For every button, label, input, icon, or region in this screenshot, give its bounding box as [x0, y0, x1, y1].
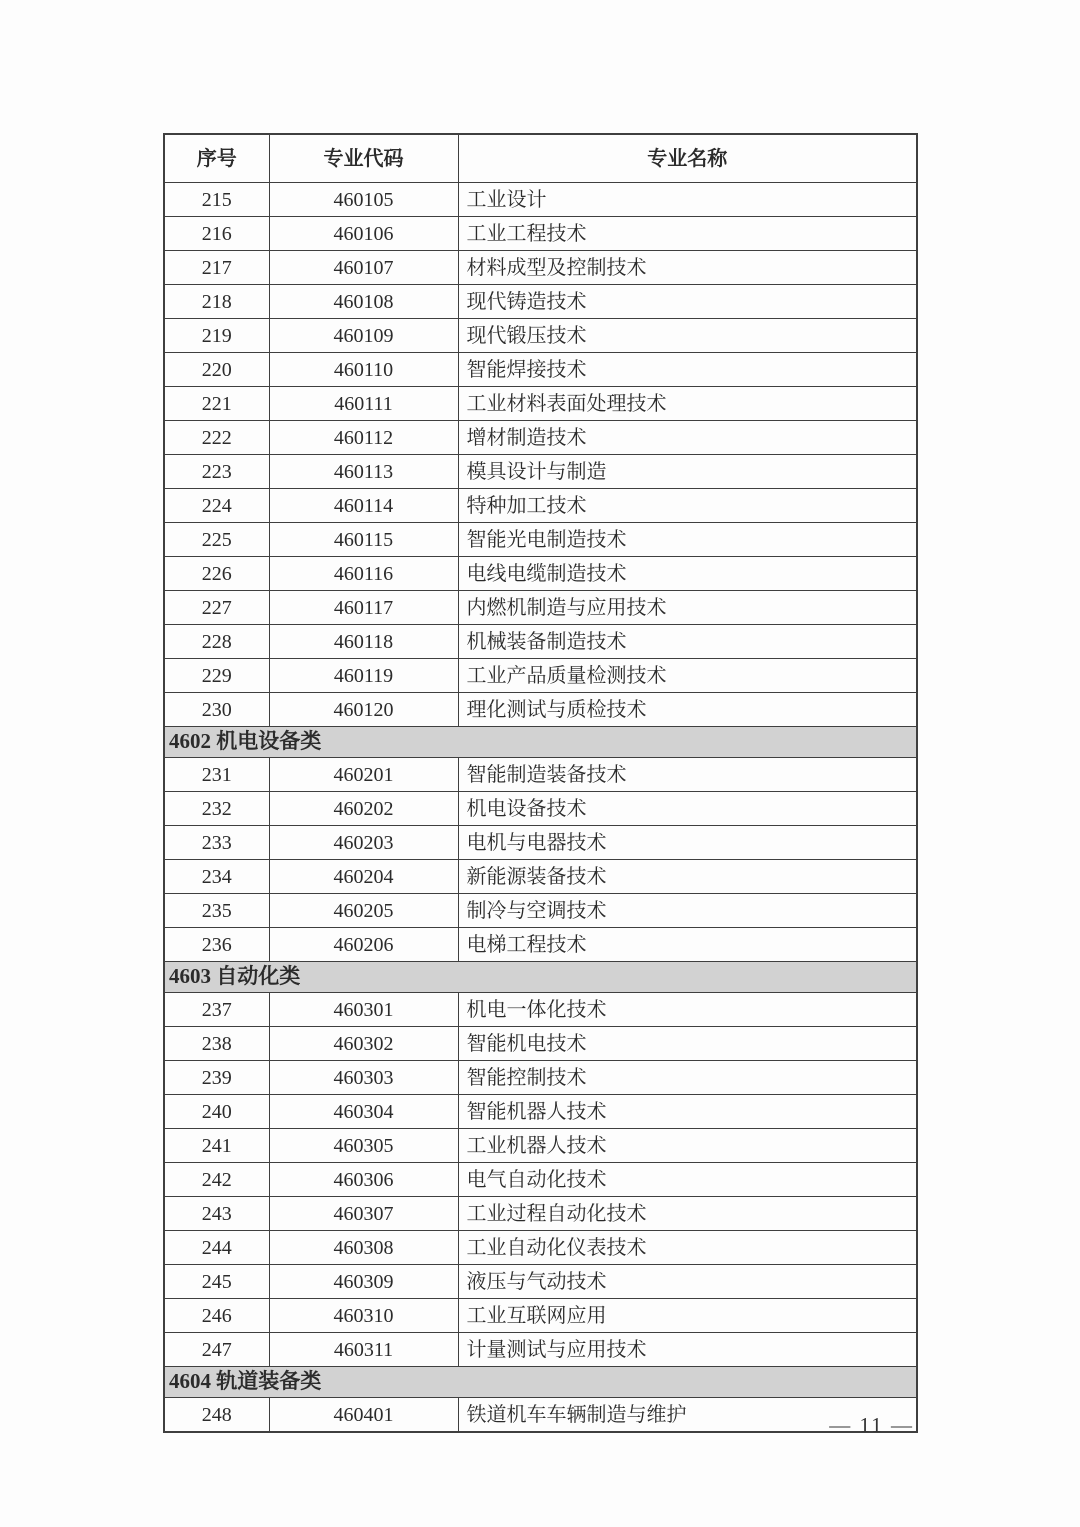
major-code-cell: 460202 — [269, 792, 458, 826]
serial-cell: 230 — [164, 693, 269, 727]
table-row — [164, 1265, 917, 1299]
table-header-row — [164, 134, 917, 183]
table-row — [164, 993, 917, 1027]
major-name-cell: 智能焊接技术 — [458, 353, 917, 387]
major-name-cell: 特种加工技术 — [458, 489, 917, 523]
serial-cell: 221 — [164, 387, 269, 421]
table-row — [164, 1197, 917, 1231]
table-row — [164, 1231, 917, 1265]
table-row — [164, 251, 917, 285]
serial-cell: 238 — [164, 1027, 269, 1061]
major-code-cell: 460117 — [269, 591, 458, 625]
major-code-cell: 460105 — [269, 183, 458, 217]
major-code-cell: 460113 — [269, 455, 458, 489]
major-name-cell: 模具设计与制造 — [458, 455, 917, 489]
serial-cell: 246 — [164, 1299, 269, 1333]
serial-cell: 223 — [164, 455, 269, 489]
major-code-cell: 460302 — [269, 1027, 458, 1061]
serial-cell: 234 — [164, 860, 269, 894]
section-label: 4603 自动化类 — [164, 962, 917, 993]
major-code-cell: 460108 — [269, 285, 458, 319]
major-name-cell: 智能机电技术 — [458, 1027, 917, 1061]
table-row — [164, 455, 917, 489]
section-label: 4602 机电设备类 — [164, 727, 917, 758]
serial-cell: 237 — [164, 993, 269, 1027]
table-row — [164, 489, 917, 523]
serial-cell: 226 — [164, 557, 269, 591]
major-name-cell: 智能光电制造技术 — [458, 523, 917, 557]
major-name-cell: 电气自动化技术 — [458, 1163, 917, 1197]
serial-cell: 239 — [164, 1061, 269, 1095]
major-code-cell: 460114 — [269, 489, 458, 523]
serial-cell: 218 — [164, 285, 269, 319]
serial-cell: 217 — [164, 251, 269, 285]
serial-cell: 215 — [164, 183, 269, 217]
major-name-cell: 智能控制技术 — [458, 1061, 917, 1095]
serial-cell: 248 — [164, 1398, 269, 1433]
serial-cell: 229 — [164, 659, 269, 693]
major-name-cell: 电梯工程技术 — [458, 928, 917, 962]
table-row — [164, 285, 917, 319]
major-name-cell: 内燃机制造与应用技术 — [458, 591, 917, 625]
section-header-row — [164, 1367, 917, 1398]
section-header-row — [164, 962, 917, 993]
serial-cell: 228 — [164, 625, 269, 659]
major-name-cell: 理化测试与质检技术 — [458, 693, 917, 727]
major-name-cell: 智能制造装备技术 — [458, 758, 917, 792]
serial-cell: 242 — [164, 1163, 269, 1197]
page-number: — 11 — — [829, 1413, 914, 1437]
table-row — [164, 1095, 917, 1129]
major-code-cell: 460307 — [269, 1197, 458, 1231]
table-row — [164, 1027, 917, 1061]
serial-cell: 216 — [164, 217, 269, 251]
table-row — [164, 523, 917, 557]
serial-cell: 243 — [164, 1197, 269, 1231]
table-row — [164, 421, 917, 455]
major-name-cell: 智能机器人技术 — [458, 1095, 917, 1129]
major-name-cell: 机械装备制造技术 — [458, 625, 917, 659]
table-row — [164, 693, 917, 727]
major-code-cell: 460118 — [269, 625, 458, 659]
major-code-cell: 460305 — [269, 1129, 458, 1163]
serial-cell: 240 — [164, 1095, 269, 1129]
serial-cell: 232 — [164, 792, 269, 826]
column-header-serial: 序号 — [164, 134, 269, 183]
column-header-major-code: 专业代码 — [269, 134, 458, 183]
table-row — [164, 387, 917, 421]
table-row — [164, 928, 917, 962]
major-code-cell: 460304 — [269, 1095, 458, 1129]
major-code-cell: 460205 — [269, 894, 458, 928]
serial-cell: 231 — [164, 758, 269, 792]
table-row — [164, 591, 917, 625]
major-name-cell: 机电一体化技术 — [458, 993, 917, 1027]
major-code-table — [163, 133, 918, 1433]
serial-cell: 219 — [164, 319, 269, 353]
major-name-cell: 液压与气动技术 — [458, 1265, 917, 1299]
major-name-cell: 增材制造技术 — [458, 421, 917, 455]
table-row — [164, 1299, 917, 1333]
table-row — [164, 792, 917, 826]
serial-cell: 222 — [164, 421, 269, 455]
table-row — [164, 1163, 917, 1197]
serial-cell: 241 — [164, 1129, 269, 1163]
table-row — [164, 860, 917, 894]
serial-cell: 244 — [164, 1231, 269, 1265]
serial-cell: 235 — [164, 894, 269, 928]
major-code-cell: 460309 — [269, 1265, 458, 1299]
major-name-cell: 计量测试与应用技术 — [458, 1333, 917, 1367]
major-name-cell: 制冷与空调技术 — [458, 894, 917, 928]
major-code-cell: 460120 — [269, 693, 458, 727]
major-code-cell: 460204 — [269, 860, 458, 894]
major-code-cell: 460115 — [269, 523, 458, 557]
major-code-cell: 460303 — [269, 1061, 458, 1095]
serial-cell: 224 — [164, 489, 269, 523]
table-row — [164, 1398, 917, 1433]
table-body — [164, 183, 917, 1433]
serial-cell: 220 — [164, 353, 269, 387]
major-name-cell: 工业机器人技术 — [458, 1129, 917, 1163]
major-code-cell: 460107 — [269, 251, 458, 285]
major-name-cell: 电线电缆制造技术 — [458, 557, 917, 591]
major-name-cell: 工业互联网应用 — [458, 1299, 917, 1333]
major-code-cell: 460311 — [269, 1333, 458, 1367]
major-code-cell: 460106 — [269, 217, 458, 251]
major-name-cell: 铁道机车车辆制造与维护 — [458, 1398, 917, 1433]
serial-cell: 247 — [164, 1333, 269, 1367]
major-code-cell: 460109 — [269, 319, 458, 353]
serial-cell: 245 — [164, 1265, 269, 1299]
serial-cell: 227 — [164, 591, 269, 625]
table-row — [164, 217, 917, 251]
table-row — [164, 1129, 917, 1163]
table-row — [164, 183, 917, 217]
major-code-cell: 460201 — [269, 758, 458, 792]
major-name-cell: 现代铸造技术 — [458, 285, 917, 319]
major-code-cell: 460206 — [269, 928, 458, 962]
table-row — [164, 1061, 917, 1095]
major-code-cell: 460116 — [269, 557, 458, 591]
major-name-cell: 工业材料表面处理技术 — [458, 387, 917, 421]
major-code-cell: 460110 — [269, 353, 458, 387]
section-header-row — [164, 727, 917, 758]
table-row — [164, 557, 917, 591]
major-name-cell: 工业过程自动化技术 — [458, 1197, 917, 1231]
table-row — [164, 1333, 917, 1367]
major-code-cell: 460301 — [269, 993, 458, 1027]
major-code-cell: 460310 — [269, 1299, 458, 1333]
table-row — [164, 894, 917, 928]
section-label: 4604 轨道装备类 — [164, 1367, 917, 1398]
table-row — [164, 758, 917, 792]
major-name-cell: 现代锻压技术 — [458, 319, 917, 353]
column-header-major-name: 专业名称 — [458, 134, 917, 183]
major-code-cell: 460306 — [269, 1163, 458, 1197]
major-code-cell: 460308 — [269, 1231, 458, 1265]
major-code-cell: 460111 — [269, 387, 458, 421]
table-row — [164, 353, 917, 387]
major-name-cell: 新能源装备技术 — [458, 860, 917, 894]
major-name-cell: 工业产品质量检测技术 — [458, 659, 917, 693]
major-name-cell: 工业工程技术 — [458, 217, 917, 251]
major-code-cell: 460112 — [269, 421, 458, 455]
serial-cell: 233 — [164, 826, 269, 860]
table-row — [164, 659, 917, 693]
table-row — [164, 319, 917, 353]
major-name-cell: 工业设计 — [458, 183, 917, 217]
major-code-cell: 460401 — [269, 1398, 458, 1433]
major-code-cell: 460119 — [269, 659, 458, 693]
table-row — [164, 625, 917, 659]
serial-cell: 236 — [164, 928, 269, 962]
major-code-cell: 460203 — [269, 826, 458, 860]
serial-cell: 225 — [164, 523, 269, 557]
major-name-cell: 材料成型及控制技术 — [458, 251, 917, 285]
major-name-cell: 机电设备技术 — [458, 792, 917, 826]
major-name-cell: 工业自动化仪表技术 — [458, 1231, 917, 1265]
table-row — [164, 826, 917, 860]
major-name-cell: 电机与电器技术 — [458, 826, 917, 860]
